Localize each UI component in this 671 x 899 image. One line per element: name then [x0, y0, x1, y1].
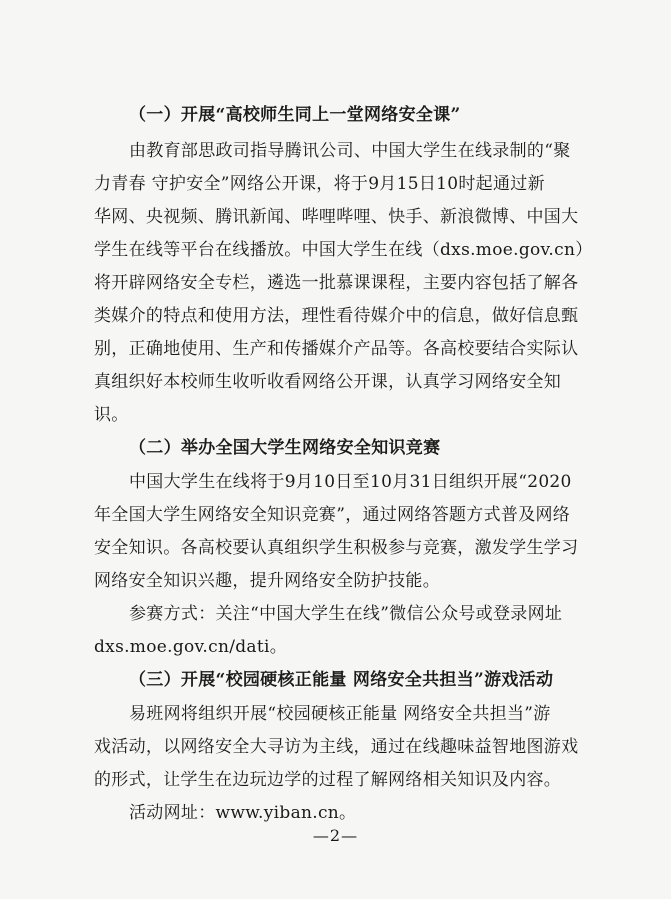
paragraph-line: 活动网址：www.yiban.cn。 — [129, 803, 357, 823]
paragraph-line: 学生在线等平台在线播放。中国大学生在线（dxs.moe.gov.cn） — [94, 240, 593, 260]
paragraph-line: 中国大学生在线将于9月10日至10月31日组织开展“2020 — [129, 472, 572, 492]
paragraph-line: 类媒介的特点和使用方法，理性看待媒介中的信息，做好信息甄 — [94, 306, 579, 326]
paragraph-line: 将开辟网络安全专栏，遴选一批慕课课程，主要内容包括了解各 — [94, 273, 579, 293]
paragraph-line: 网络安全知识兴趣，提升网络安全防护技能。 — [94, 571, 440, 591]
paragraph-line: 真组织好本校师生收听收看网络公开课，认真学习网络安全知 — [94, 372, 562, 392]
paragraph-line: 年全国大学生网络安全知识竞赛”，通过网络答题方式普及网络 — [94, 505, 571, 525]
paragraph-line: 别，正确地使用、生产和传播媒介产品等。各高校要结合实际认 — [94, 339, 579, 359]
paragraph-line: 由教育部思政司指导腾讯公司、中国大学生在线录制的“聚 — [129, 141, 571, 161]
paragraph-line: 参赛方式：关注“中国大学生在线”微信公众号或登录网址 — [129, 604, 563, 624]
paragraph-line: 易班网将组织开展“校园硬核正能量 网络安全共担当”游 — [129, 704, 551, 724]
section2-heading: （二）举办全国大学生网络安全知识竞赛 — [129, 438, 441, 458]
paragraph-line: 力青春 守护安全”网络公开课，将于9月15日10时起通过新 — [94, 174, 545, 194]
page-number: —2— — [312, 826, 359, 845]
paragraph-line: 华网、央视频、腾讯新闻、哔哩哔哩、快手、新浪微博、中国大 — [94, 207, 579, 227]
section1-heading: （一）开展“高校师生同上一堂网络安全课” — [129, 105, 461, 125]
paragraph-line: 识。 — [94, 405, 129, 425]
paragraph-line: 戏活动，以网络安全大寻访为主线，通过在线趣味益智地图游戏 — [94, 737, 579, 757]
paragraph-line: 安全知识。各高校要认真组织学生积极参与竞赛，激发学生学习 — [94, 538, 579, 558]
paragraph-line: dxs.moe.gov.cn/dati。 — [94, 637, 288, 657]
section3-heading: （三）开展“校园硬核正能量 网络安全共担当”游戏活动 — [129, 670, 554, 690]
paragraph-line: 的形式，让学生在边玩边学的过程了解网络相关知识及内容。 — [94, 770, 562, 790]
